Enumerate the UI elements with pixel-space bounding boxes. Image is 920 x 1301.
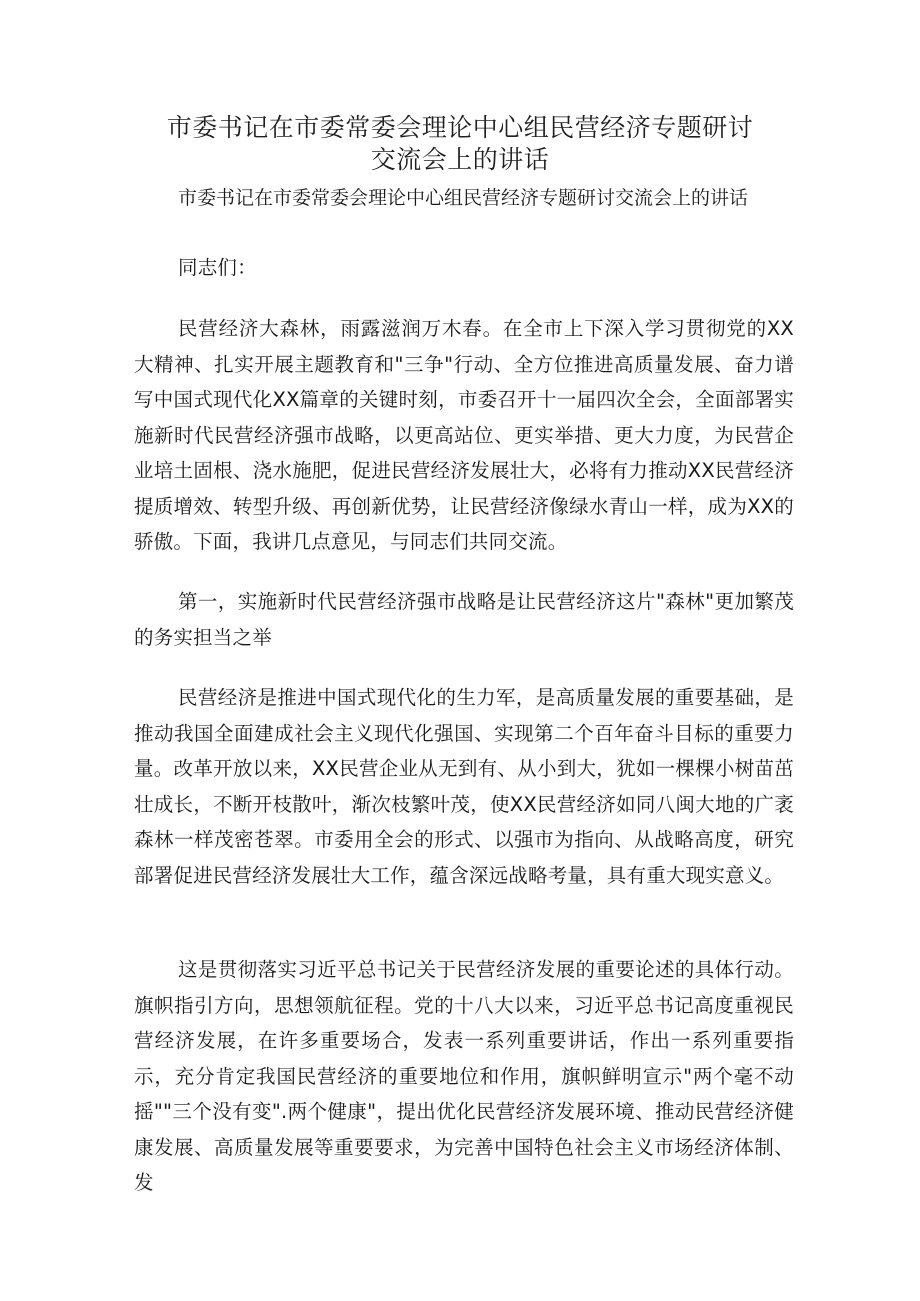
- title-line-1: 市委书记在市委常委会理论中心组民营经济专题研讨: [166, 113, 754, 142]
- section-heading-1: 第一，实施新时代民营经济强市战略是让民营经济这片"森林"更加繁茂的务实担当之举: [134, 590, 794, 649]
- title-line-2: 交流会上的讲话: [370, 145, 550, 174]
- paragraph-intro: 民营经济大森林，雨露滋润万木春。在全市上下深入学习贯彻党的XX大精神、扎实开展主题教育和"三争"行动、全方位推进高质量发展、奋力谱写中国式现代化XX篇章的关键时刻，市委召开十一届四次全会，全面部署实施新时代民营经济强市战略，以更高站位、更实举措、更大力度，为民营企业培土固根、浇水施肥，促进民营经济发展壮大，必将有力推动XX民营经济提质增效、转型升级、再创新优势，让民营经济像绿水青山一样，成为XX的骄傲。下面，我讲几点意见，与同志们共同交流。: [134, 317, 794, 553]
- paragraph-body: 民营经济是推进中国式现代化的生力军，是高质量发展的重要基础，是推动我国全面建成社会主义现代化强国、实现第二个百年奋斗目标的重要力量。改革开放以来，XX民营企业从无到有、从小到大，犹如一棵棵小树苗茁壮成长，不断开枝散叶，渐次枝繁叶茂，使XX民营经济如同八闽大地的广袤森林一样茂密苍翠。市委用全会的形式、以强市为指向、从战略高度，研究部署促进民营经济发展壮大工作，蕴含深远战略考量，具有重大现实意义。: [134, 686, 794, 887]
- paragraph-body: 这是贯彻落实习近平总书记关于民营经济发展的重要论述的具体行动。旗帜指引方向，思想领航征程。党的十八大以来，习近平总书记高度重视民营经济发展，在许多重要场合，发表一系列重要讲话，作出一系列重要指示，充分肯定我国民营经济的重要地位和作用，旗帜鲜明宣示"两个毫不动摇""三个没有变".两个健康"，提出优化民营经济发展环境、推动民营经济健康发展、高质量发展等重要要求，为完善中国特色社会主义市场经济体制、发: [134, 958, 794, 1194]
- document-subtitle: 市委书记在市委常委会理论中心组民营经济专题研讨交流会上的讲话: [178, 187, 749, 209]
- salutation: 同志们：: [178, 256, 257, 279]
- document-title: [130, 112, 790, 176]
